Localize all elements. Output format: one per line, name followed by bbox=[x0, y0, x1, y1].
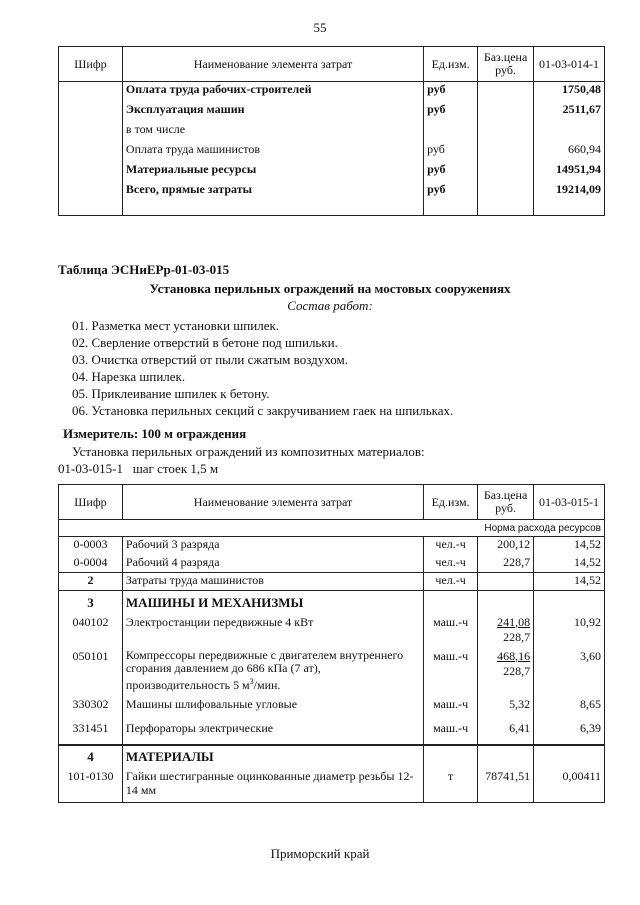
row-value: 10,92 bbox=[534, 615, 605, 649]
row-name bbox=[122, 649, 423, 697]
meter: Измеритель: 100 м ограждения bbox=[63, 426, 247, 441]
row-code: 0-0004 bbox=[59, 555, 123, 573]
row-unit: руб bbox=[424, 182, 478, 216]
section-row bbox=[59, 745, 605, 769]
table-header-row bbox=[59, 485, 605, 520]
header-column: 01-03-014-1 bbox=[534, 47, 605, 82]
row-value: 2511,67 bbox=[534, 102, 605, 122]
row-value: 14,52 bbox=[534, 555, 605, 573]
header-code: Шифр bbox=[59, 485, 123, 520]
table-row bbox=[59, 537, 605, 555]
works-list bbox=[72, 317, 453, 419]
price-sub: 228,7 bbox=[503, 663, 531, 678]
row-name: Всего, прямые затраты bbox=[122, 182, 423, 216]
row-value: 14951,94 bbox=[534, 162, 605, 182]
row-name: Материальные ресурсы bbox=[122, 162, 423, 182]
row-price: 200,12 bbox=[478, 537, 534, 555]
table-row bbox=[59, 162, 605, 182]
row-value: 19214,09 bbox=[534, 182, 605, 216]
table-row bbox=[59, 82, 605, 102]
header-price: Баз.цена руб. bbox=[478, 485, 534, 520]
header-price: Баз.цена руб. bbox=[478, 47, 534, 82]
row-code: 0-0003 bbox=[59, 537, 123, 555]
variant-line bbox=[58, 460, 218, 477]
cost-summary-table bbox=[58, 46, 605, 216]
resource-table bbox=[58, 484, 605, 803]
superscript: 3 bbox=[249, 676, 254, 686]
row-name-suffix: /мин. bbox=[253, 677, 281, 692]
header-code: Шифр bbox=[59, 47, 123, 82]
variant-code: 01-03-015-1 bbox=[58, 461, 123, 476]
row-name: Рабочий 3 разряда bbox=[122, 537, 423, 555]
table-title: Таблица ЭСНиЕРр-01-03-015 bbox=[58, 262, 230, 277]
row-code: 040102 bbox=[59, 615, 123, 649]
row-name: Перфораторы электрические bbox=[122, 721, 423, 745]
section-name: МАТЕРИАЛЫ bbox=[122, 745, 423, 769]
row-price bbox=[478, 615, 534, 649]
row-unit: маш.-ч bbox=[424, 649, 478, 697]
row-name: Оплата труда рабочих-строителей bbox=[122, 82, 423, 102]
row-unit: чел.-ч bbox=[424, 537, 478, 555]
footer-region: Приморский край bbox=[270, 846, 370, 861]
list-item: 06. Установка перильных секций с закручиванием гаек на шпильках. bbox=[72, 403, 454, 418]
list-item: 05. Приклеивание шпилек к бетону. bbox=[72, 386, 270, 401]
price-main: 468,16 bbox=[497, 648, 531, 663]
row-name: в том числе bbox=[122, 122, 423, 142]
table-row bbox=[59, 649, 605, 697]
header-column: 01-03-015-1 bbox=[534, 485, 605, 520]
header-name: Наименование элемента затрат bbox=[122, 485, 423, 520]
row-unit: руб bbox=[424, 142, 478, 162]
row-unit: чел.-ч bbox=[424, 573, 478, 591]
table-row bbox=[59, 102, 605, 122]
row-name: Электростанции передвижные 4 кВт bbox=[122, 615, 423, 649]
table-row bbox=[59, 182, 605, 216]
price-main: 241,08 bbox=[497, 614, 531, 629]
section-title: Установка перильных ограждений на мостовых сооружениях bbox=[149, 281, 511, 296]
table-row bbox=[59, 697, 605, 721]
header-unit: Ед.изм. bbox=[424, 47, 478, 82]
row-name: Затраты труда машинистов bbox=[122, 573, 423, 591]
table-row bbox=[59, 769, 605, 803]
row-unit: маш.-ч bbox=[424, 615, 478, 649]
price-sub: 228,7 bbox=[503, 629, 531, 644]
row-name: Рабочий 4 разряда bbox=[122, 555, 423, 573]
row-name: Оплата труда машинистов bbox=[122, 142, 423, 162]
row-unit: чел.-ч bbox=[424, 555, 478, 573]
norm-row bbox=[59, 520, 605, 537]
list-item: 04. Нарезка шпилек. bbox=[72, 369, 186, 384]
row-price: 6,41 bbox=[478, 721, 534, 745]
row-name: Эксплуатация машин bbox=[122, 102, 423, 122]
list-item: 01. Разметка мест установки шпилек. bbox=[72, 318, 280, 333]
row-value: 0,00411 bbox=[534, 769, 605, 803]
section-code: 3 bbox=[59, 591, 123, 615]
table-row bbox=[59, 615, 605, 649]
row-code: 050101 bbox=[59, 649, 123, 697]
row-code: 2 bbox=[59, 573, 123, 591]
section-name: МАШИНЫ И МЕХАНИЗМЫ bbox=[122, 591, 423, 615]
row-unit: руб bbox=[424, 82, 478, 102]
table-row bbox=[59, 142, 605, 162]
row-value: 8,65 bbox=[534, 697, 605, 721]
section-code: 4 bbox=[59, 745, 123, 769]
norm-label: Норма расхода ресурсов bbox=[59, 520, 605, 537]
row-value: 1750,48 bbox=[534, 82, 605, 102]
row-price: 228,7 bbox=[478, 555, 534, 573]
variant-text: шаг стоек 1,5 м bbox=[132, 461, 219, 476]
table-row bbox=[59, 721, 605, 745]
table-header-row bbox=[59, 47, 605, 82]
table-row bbox=[59, 573, 605, 591]
row-unit: маш.-ч bbox=[424, 697, 478, 721]
row-unit: руб bbox=[424, 102, 478, 122]
row-code: 331451 bbox=[59, 721, 123, 745]
row-price: 5,32 bbox=[478, 697, 534, 721]
list-item: 03. Очистка отверстий от пыли сжатым воздухом. bbox=[72, 352, 348, 367]
header-name: Наименование элемента затрат bbox=[122, 47, 423, 82]
page-number: 55 bbox=[313, 20, 327, 35]
header-unit: Ед.изм. bbox=[424, 485, 478, 520]
row-value: 660,94 bbox=[534, 142, 605, 162]
table-row bbox=[59, 555, 605, 573]
row-value: 14,52 bbox=[534, 537, 605, 555]
row-code: 330302 bbox=[59, 697, 123, 721]
row-value: 6,39 bbox=[534, 721, 605, 745]
row-price bbox=[478, 649, 534, 697]
row-unit: т bbox=[424, 769, 478, 803]
row-unit: маш.-ч bbox=[424, 721, 478, 745]
row-code: 101-0130 bbox=[59, 769, 123, 803]
row-name: Гайки шестигранные оцинкованные диаметр резьбы 12-14 мм bbox=[122, 769, 423, 803]
row-name-text: Компрессоры передвижные с двигателем внутреннего сгорания давлением до 686 кПа (7 ат), производительность 5 м bbox=[125, 647, 404, 692]
row-value: 14,52 bbox=[534, 573, 605, 591]
section-row bbox=[59, 591, 605, 615]
list-item: 02. Сверление отверстий в бетоне под шпильки. bbox=[72, 335, 338, 350]
work-composition-title: Состав работ: bbox=[287, 298, 373, 313]
row-unit: руб bbox=[424, 162, 478, 182]
description: Установка перильных ограждений из композитных материалов: bbox=[72, 444, 425, 459]
table-row bbox=[59, 122, 605, 142]
row-price: 78741,51 bbox=[478, 769, 534, 803]
row-value: 3,60 bbox=[534, 649, 605, 697]
row-name: Машины шлифовальные угловые bbox=[122, 697, 423, 721]
